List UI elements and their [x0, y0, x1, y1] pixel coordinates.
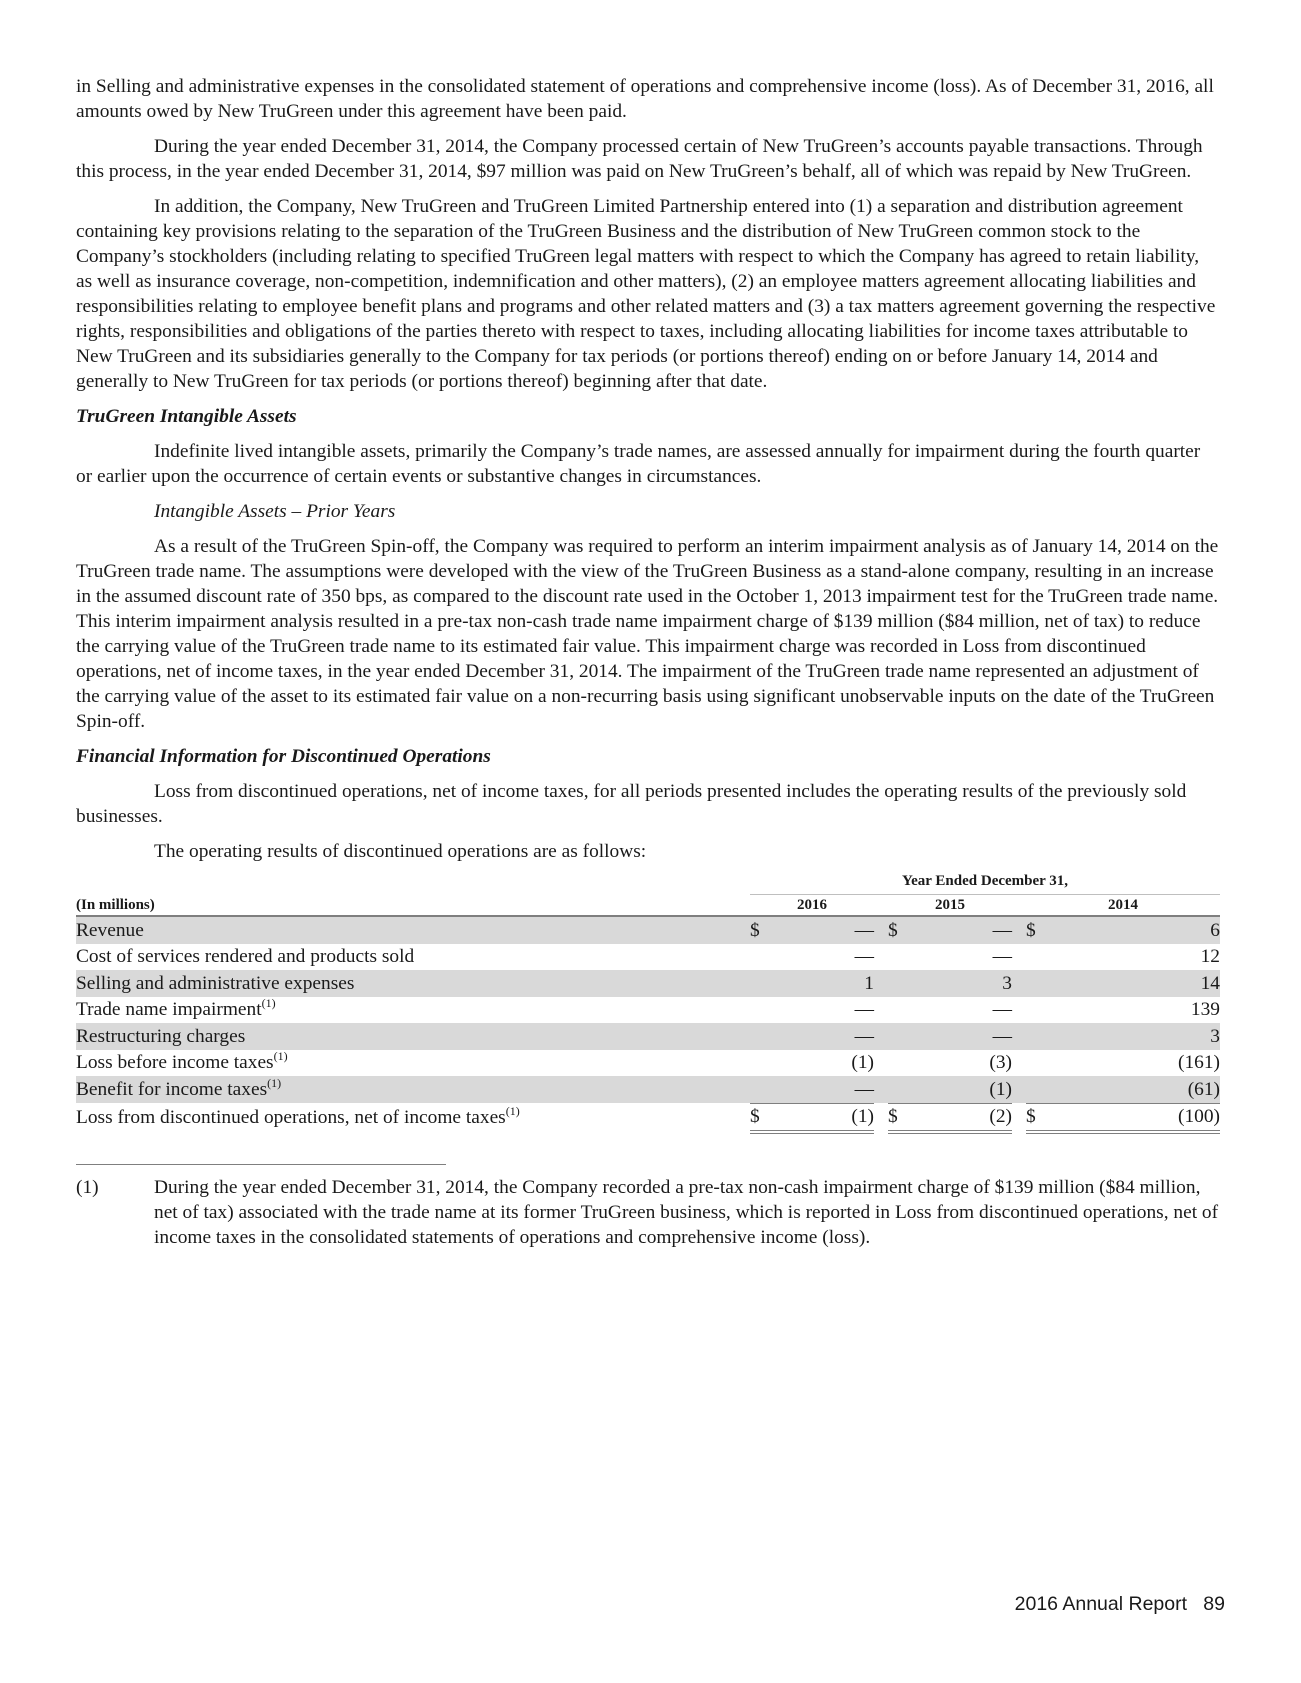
value-2014: 139: [1190, 999, 1220, 1021]
value-2014: (61): [1048, 1076, 1220, 1103]
dollar-sign: [750, 970, 772, 997]
paragraph-operating-results-intro: The operating results of discontinued operations are as follows:: [154, 841, 647, 862]
row-label: [76, 1023, 750, 1050]
row-label: [76, 1076, 750, 1103]
year-header-2015: 2015: [888, 895, 1012, 917]
row-label-text: Restructuring charges: [76, 1025, 246, 1047]
value-2015: —: [992, 946, 1012, 968]
column-gap: [874, 1050, 888, 1077]
value-2015: —: [992, 999, 1012, 1021]
footnote-reference: (1): [261, 996, 276, 1011]
value-2016: (1): [772, 1103, 874, 1132]
footnote-rule: [76, 1164, 446, 1165]
row-label: [76, 1050, 750, 1077]
table-row: [76, 1103, 1220, 1132]
column-gap: [1012, 916, 1026, 944]
value-2014: (161): [1177, 1052, 1220, 1074]
row-label-text: Selling and administrative expenses: [76, 972, 355, 994]
footnote-text: During the year ended December 31, 2014, the Company recorded a pre-tax non-cash impairment charge of $139 million ($84 million, net of tax) associated with the trade name at its former TruGreen business, which is reported in Loss from discontinued operations, net of income taxes in the consolidated statements of operations and comprehensive income (loss).: [154, 1177, 1219, 1248]
row-label: [76, 944, 750, 971]
value-2016: —: [772, 1023, 874, 1050]
discontinued-operations-table: [76, 868, 1220, 1134]
column-gap: [1012, 1023, 1026, 1050]
value-2015: —: [910, 1023, 1012, 1050]
footnote-marker: (1): [76, 1177, 99, 1198]
paragraph-impairment-analysis: As a result of the TruGreen Spin-off, the Company was required to perform an interim impairment analysis as of January 14, 2014 on the TruGreen trade name. The assumptions were developed with the view of the TruGreen Business as a stand-alone company, resulting in an increase in the assumed discount rate of 350 bps, as compared to the discount rate used in the October 1, 2013 impairment test for the TruGreen trade name. This interim impairment analysis resulted in a pre-tax non-cash trade name impairment charge of $139 million ($84 million, net of tax) to reduce the carrying value of the TruGreen trade name to its estimated fair value. This impairment charge was recorded in Loss from discontinued operations, net of income taxes, in the year ended December 31, 2014. The impairment of the TruGreen trade name represented an adjustment of the carrying value of the asset to its estimated fair value on a non-recurring basis using significant unobservable inputs on the date of the TruGreen Spin-off.: [76, 536, 1219, 732]
dollar-sign: [888, 997, 910, 1024]
page-footer: [1015, 1593, 1225, 1616]
value-2014: 12: [1200, 946, 1220, 968]
dollar-sign: [888, 944, 910, 971]
column-gap: [874, 944, 888, 971]
dollar-sign: [1026, 1023, 1048, 1050]
subheading-prior-years: Intangible Assets – Prior Years: [154, 501, 396, 522]
year-header-2016: 2016: [750, 895, 874, 917]
dollar-sign: [888, 970, 910, 997]
footer-report-name: 2016 Annual Report: [1014, 1593, 1188, 1615]
row-label: [76, 1103, 750, 1132]
value-2016: —: [854, 999, 874, 1021]
paragraph-indefinite-lived: Indefinite lived intangible assets, primarily the Company’s trade names, are assessed annually for impairment during the fourth quarter or earlier upon the occurrence of certain events or substantive changes in circumstances.: [76, 441, 1201, 487]
dollar-sign: [1026, 1076, 1048, 1103]
column-gap: [1012, 970, 1026, 997]
value-2014: (100): [1048, 1103, 1220, 1132]
dollar-sign: [750, 944, 772, 971]
dollar-sign: $: [750, 916, 772, 944]
row-label-text: Cost of services rendered and products sold: [76, 946, 415, 968]
value-2016: —: [772, 1076, 874, 1103]
dollar-sign: [750, 1076, 772, 1103]
value-2016: —: [772, 916, 874, 944]
value-2015: (2): [910, 1103, 1012, 1132]
column-gap: [1012, 944, 1026, 971]
column-gap: [1012, 997, 1026, 1024]
paragraph-owed-amounts: in Selling and administrative expenses in the consolidated statement of operations and comprehensive income (loss). As of December 31, 2016, all amounts owed by New TruGreen under this agreement have been paid.: [76, 76, 1214, 122]
footnote-reference: (1): [273, 1049, 288, 1064]
row-label: [76, 916, 750, 944]
footnote-reference: (1): [505, 1104, 520, 1118]
dollar-sign: [750, 1023, 772, 1050]
value-2014: 14: [1048, 970, 1220, 997]
paragraph-accounts-payable: During the year ended December 31, 2014, the Company processed certain of New TruGreen’s accounts payable transactions. Through this process, in the year ended December 31, 2014, $97 million was paid on New TruGreen’s behalf, all of which was repaid by New TruGreen.: [76, 136, 1203, 182]
value-2015: —: [910, 916, 1012, 944]
value-2016: —: [854, 946, 874, 968]
dollar-sign: [888, 1076, 910, 1103]
column-header-row: [76, 895, 1220, 917]
table-row: [76, 997, 1220, 1024]
value-2014: 3: [1048, 1023, 1220, 1050]
row-label-text: Revenue: [76, 919, 144, 941]
row-label: [76, 997, 750, 1024]
period-header-row: [76, 868, 1220, 895]
row-label: [76, 970, 750, 997]
table-row: [76, 1076, 1220, 1103]
dollar-sign: [888, 1023, 910, 1050]
row-label-text: Loss before income taxes: [76, 1052, 274, 1074]
paragraph-loss-discontinued: Loss from discontinued operations, net of income taxes, for all periods presented includes the operating results of the previously sold businesses.: [76, 781, 1187, 827]
dollar-sign: [888, 1050, 910, 1077]
row-label-text: Trade name impairment: [76, 999, 262, 1021]
column-gap: [1012, 1103, 1026, 1132]
dollar-sign: $: [888, 1103, 910, 1132]
column-gap: [874, 1023, 888, 1050]
column-gap: [874, 1103, 888, 1132]
column-gap: [874, 997, 888, 1024]
dollar-sign: [1026, 1050, 1048, 1077]
document-page: [76, 74, 1220, 1250]
value-2014: 6: [1048, 916, 1220, 944]
value-2015: (1): [910, 1076, 1012, 1103]
paragraph-agreements: In addition, the Company, New TruGreen and TruGreen Limited Partnership entered into (1) a separation and distribution agreement containing key provisions relating to the separation of the TruGreen Business and the distribution of New TruGreen common stock to the Company’s stockholders (including relating to specified TruGreen legal matters with respect to which the Company has agreed to retain liability, as well as insurance coverage, non-competition, indemnification and other matters), (2) an employee matters agreement allocating liabilities and responsibilities relating to employee benefit plans and programs and other related matters and (3) a tax matters agreement governing the respective rights, responsibilities and obligations of the parties thereto with respect to taxes, including allocating liabilities for income taxes attributable to New TruGreen and its subsidiaries generally to the Company for tax periods (or portions thereof) ending on or before January 14, 2014 and generally to New TruGreen for tax periods (or portions thereof) beginning after that date.: [76, 196, 1216, 392]
column-gap: [1012, 1050, 1026, 1077]
year-header-2014: 2014: [1026, 895, 1220, 917]
dollar-sign: $: [888, 916, 910, 944]
footnote: [76, 1175, 1220, 1250]
dollar-sign: $: [1026, 916, 1048, 944]
heading-trugreen-intangible-assets: TruGreen Intangible Assets: [76, 406, 297, 427]
table-row: [76, 1050, 1220, 1077]
value-2015: 3: [910, 970, 1012, 997]
footnote-reference: (1): [267, 1076, 282, 1090]
dollar-sign: $: [750, 1103, 772, 1132]
table-body: [76, 916, 1220, 1132]
dollar-sign: [1026, 944, 1048, 971]
table-row: [76, 944, 1220, 971]
row-label-text: Loss from discontinued operations, net of income taxes: [76, 1107, 506, 1128]
footer-page-number: 89: [1203, 1593, 1225, 1615]
heading-financial-information: Financial Information for Discontinued Operations: [76, 746, 491, 767]
dollar-sign: [1026, 997, 1048, 1024]
column-gap: [874, 1076, 888, 1103]
dollar-sign: $: [1026, 1103, 1048, 1132]
table-row: [76, 916, 1220, 944]
period-header: Year Ended December 31,: [750, 868, 1220, 895]
value-2016: (1): [851, 1052, 874, 1074]
units-label: (In millions): [76, 895, 750, 917]
dollar-sign: [1026, 970, 1048, 997]
dollar-sign: [750, 1050, 772, 1077]
table-row: [76, 1023, 1220, 1050]
table-row: [76, 970, 1220, 997]
column-gap: [874, 970, 888, 997]
column-gap: [874, 916, 888, 944]
value-2016: 1: [772, 970, 874, 997]
dollar-sign: [750, 997, 772, 1024]
column-gap: [1012, 1076, 1026, 1103]
value-2015: (3): [989, 1052, 1012, 1074]
row-label-text: Benefit for income taxes: [76, 1079, 268, 1100]
